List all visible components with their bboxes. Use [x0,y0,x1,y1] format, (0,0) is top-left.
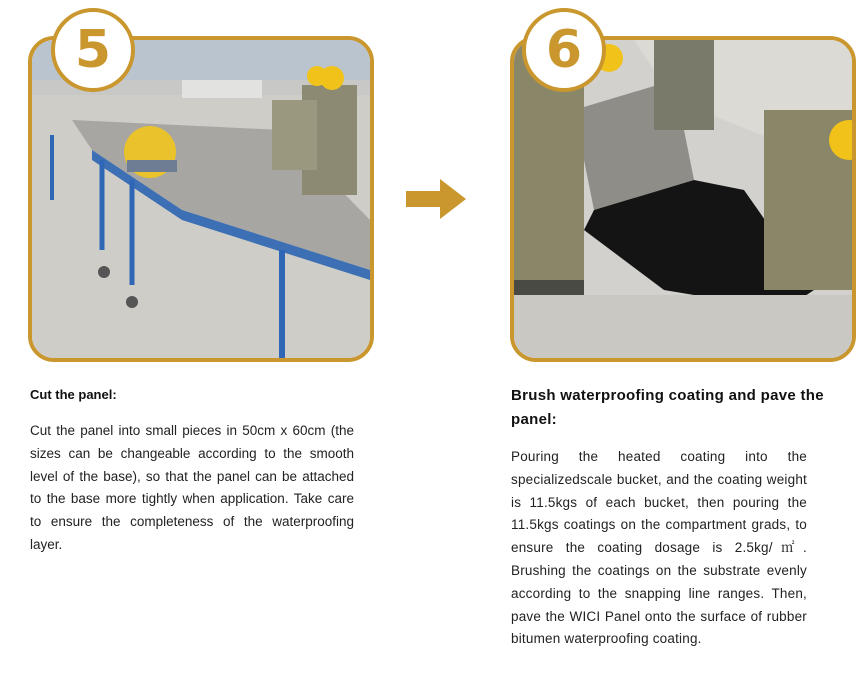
step-6-description: Pouring the heated coating into the specializedscale bucket, and the coating weight is 11.5kgs of each bucket, then pouring the 11.5kgs coatings on the compartment grads, to ensure the coating dosage is 2.5kg/㎡. Brushing the coatings on the substrate evenly according to the snapping line ranges. Then, pave the WICI Panel onto the surface of rubber bitumen waterproofing coating. [511,449,807,647]
step-5-number-badge [51,8,135,92]
arrow-right-icon [406,179,466,219]
step-6-number-badge [522,8,606,92]
step-5-title: Cut the panel: [30,387,117,402]
step-5-description: Cut the panel into small pieces in 50cm x 60cm (the sizes can be changeable according to the smooth level of the base), so that the panel can be attached to the base more tightly when application. Take care to ensure the completeness of the waterproofing layer. [30,423,354,552]
step-6-title: Brush waterproofing coating and pave the panel: [511,387,824,428]
step-5-number: 5 [74,20,112,80]
step-6-number: 6 [545,20,583,80]
